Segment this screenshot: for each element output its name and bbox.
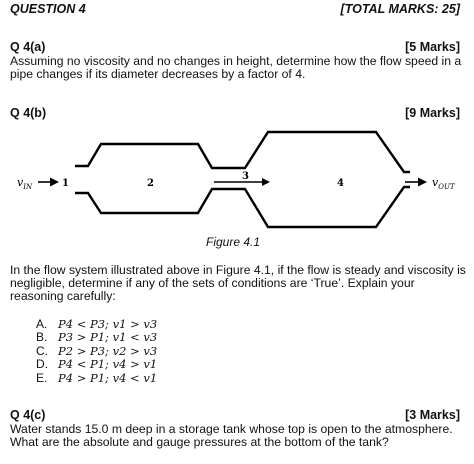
q4b-marks: [9 Marks] — [405, 106, 460, 120]
q4b-line-1: In the flow system illustrated above in Figure 4.1, if the flow is steady and viscosity is — [10, 263, 466, 277]
q4c-text — [10, 423, 468, 449]
q4c-line-1: Water stands 15.0 m deep in a storage tank whose top is open to the atmosphere. — [10, 422, 453, 436]
q4a-label: Q 4(a) — [10, 40, 46, 54]
q4c-heading — [10, 408, 460, 422]
v-out-label: $v_{OUT}$ — [432, 176, 455, 191]
option-letter: D. — [36, 357, 48, 372]
q4b-line-3: reasoning carefully: — [10, 289, 116, 304]
inlet-arrow — [38, 178, 59, 187]
section-2-label: 2 — [147, 178, 154, 189]
total-marks: [TOTAL MARKS: 25] — [340, 2, 460, 16]
section-3-label: 3 — [242, 171, 249, 182]
option-b — [36, 331, 157, 344]
option-expression: P4 < P3; v1 > v3 — [58, 317, 158, 331]
pipe-top-wall — [75, 132, 410, 172]
option-expression: P4 < P1; v4 > v1 — [58, 357, 158, 372]
option-letter: B. — [36, 330, 48, 345]
option-a — [36, 318, 157, 331]
q4a-line-1: Assuming no viscosity and no changes in height, determine how the flow speed in a — [10, 54, 462, 68]
v-in-label: $v_{IN}$ — [17, 176, 33, 191]
q4c-marks: [3 Marks] — [405, 408, 460, 422]
section-4-label: 4 — [337, 178, 344, 189]
q4c-label: Q 4(c) — [10, 408, 46, 422]
option-e — [36, 372, 157, 385]
q4b-options — [36, 318, 157, 385]
q4a-line-2: pipe changes if its diameter decreases by a factor of 4. — [10, 67, 306, 82]
option-letter: E. — [36, 370, 48, 385]
option-expression: P2 > P3; v2 > v3 — [58, 343, 158, 358]
q4c-line-2: What are the absolute and gauge pressures at the bottom of the tank? — [10, 435, 389, 450]
option-c — [36, 345, 157, 358]
q4a-marks: [5 Marks] — [405, 40, 460, 54]
option-expression: P3 > P1; v1 < v3 — [58, 330, 158, 345]
q4b-label: Q 4(b) — [10, 106, 47, 120]
q4b-line-2: negligible, determine if any of the sets of conditions are ‘True’. Explain your — [10, 276, 415, 291]
option-d — [36, 358, 157, 371]
q4b-text — [10, 264, 468, 304]
pipe-bottom-wall — [75, 187, 410, 227]
option-letter: C. — [36, 343, 48, 358]
question-title: QUESTION 4 — [10, 2, 86, 16]
option-letter: A. — [36, 317, 48, 331]
outlet-arrow — [405, 178, 427, 187]
option-expression: P4 > P1; v4 < v1 — [58, 370, 158, 385]
figure-caption: Figure 4.1 — [206, 235, 261, 249]
section-1-label: 1 — [62, 178, 69, 189]
